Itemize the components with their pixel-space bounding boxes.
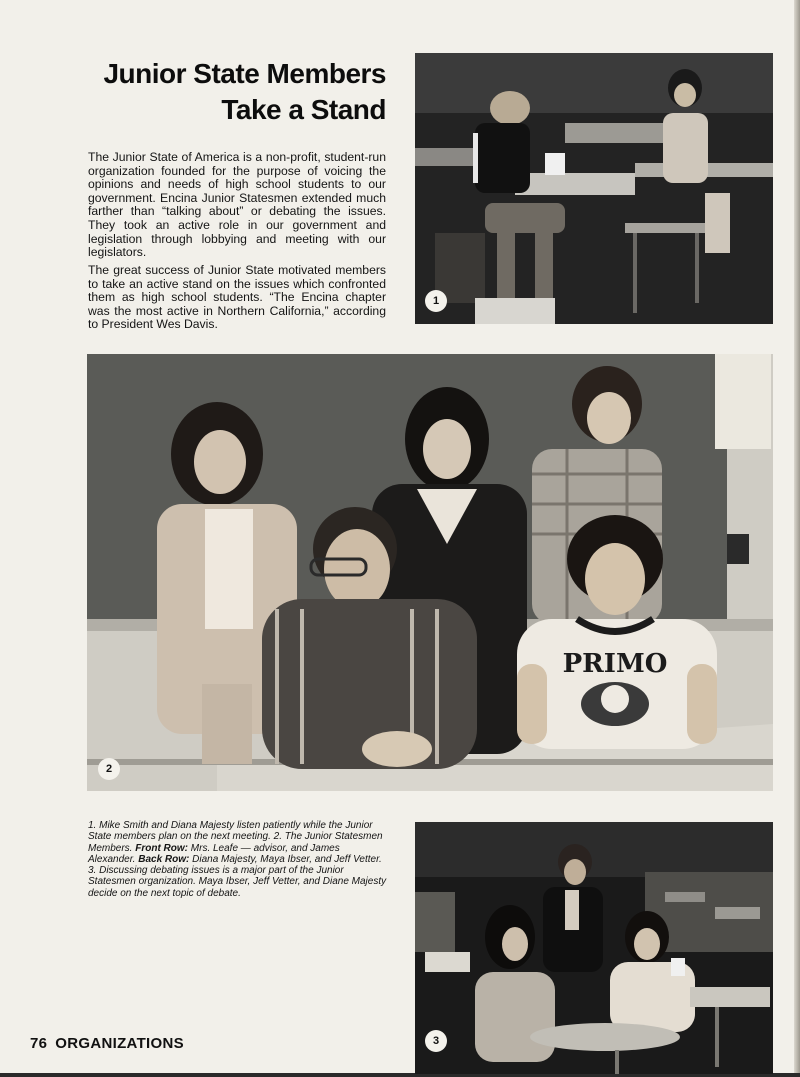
photo-number-2: 2 [98,758,120,780]
caption-back-row-label: Back Row: [138,853,190,865]
section-name: ORGANIZATIONS [55,1035,184,1052]
shirt-text: PRIMO [562,649,668,679]
photo-caption [88,820,388,899]
photo-number-1: 1 [425,290,447,312]
photo-1-illustration [415,53,773,324]
page-footer [30,1035,184,1052]
body-paragraph-1: The Junior State of America is a non-profit, student-run organization founded for the purpose of voicing the opinions and needs of high school students to our government. Encina Junior Statesmen extended much farther than “talking about” or debating the issues. They took an active role in our government and legislation through lobbying and meeting with our legislators. [88,150,386,260]
body-paragraph-2: The great success of Junior State motivated members to take an active stand on the issues which confronted them as high school students. “The Encina chapter was the most active in Northern California,” according to President Wes Davis. [88,263,386,332]
caption-part-1: 1. Mike Smith and Diana Majesty listen patiently while the Junior State members plan on the next meeting. 2. The Junior Statesmen Members. [88,820,383,854]
title-line-1: Junior State Members [103,58,386,89]
caption-front-row-label: Front Row: [135,842,188,854]
photo-group-portrait [87,354,773,791]
photo-number-3: 3 [425,1030,447,1052]
caption-part-2: Mrs. Leafe — advisor, and James Alexander. [88,842,340,865]
page-title [60,56,386,128]
page-number: 76 [30,1035,48,1052]
title-line-2: Take a Stand [221,94,386,125]
page-edge [794,0,800,1077]
photo-students-discussing [415,822,773,1074]
photo-students-listening [415,53,773,324]
caption-part-3: Diana Majesty, Maya Ibser, and Jeff Vetter. 3. Discussing debating issues is a major part of the Junior Statesmen organization. Maya Ibser, Jeff Vetter, and Diane Majesty decide on the next topic of debate. [88,853,387,899]
photo-3-illustration [415,822,773,1074]
photo-2-illustration [87,354,773,791]
